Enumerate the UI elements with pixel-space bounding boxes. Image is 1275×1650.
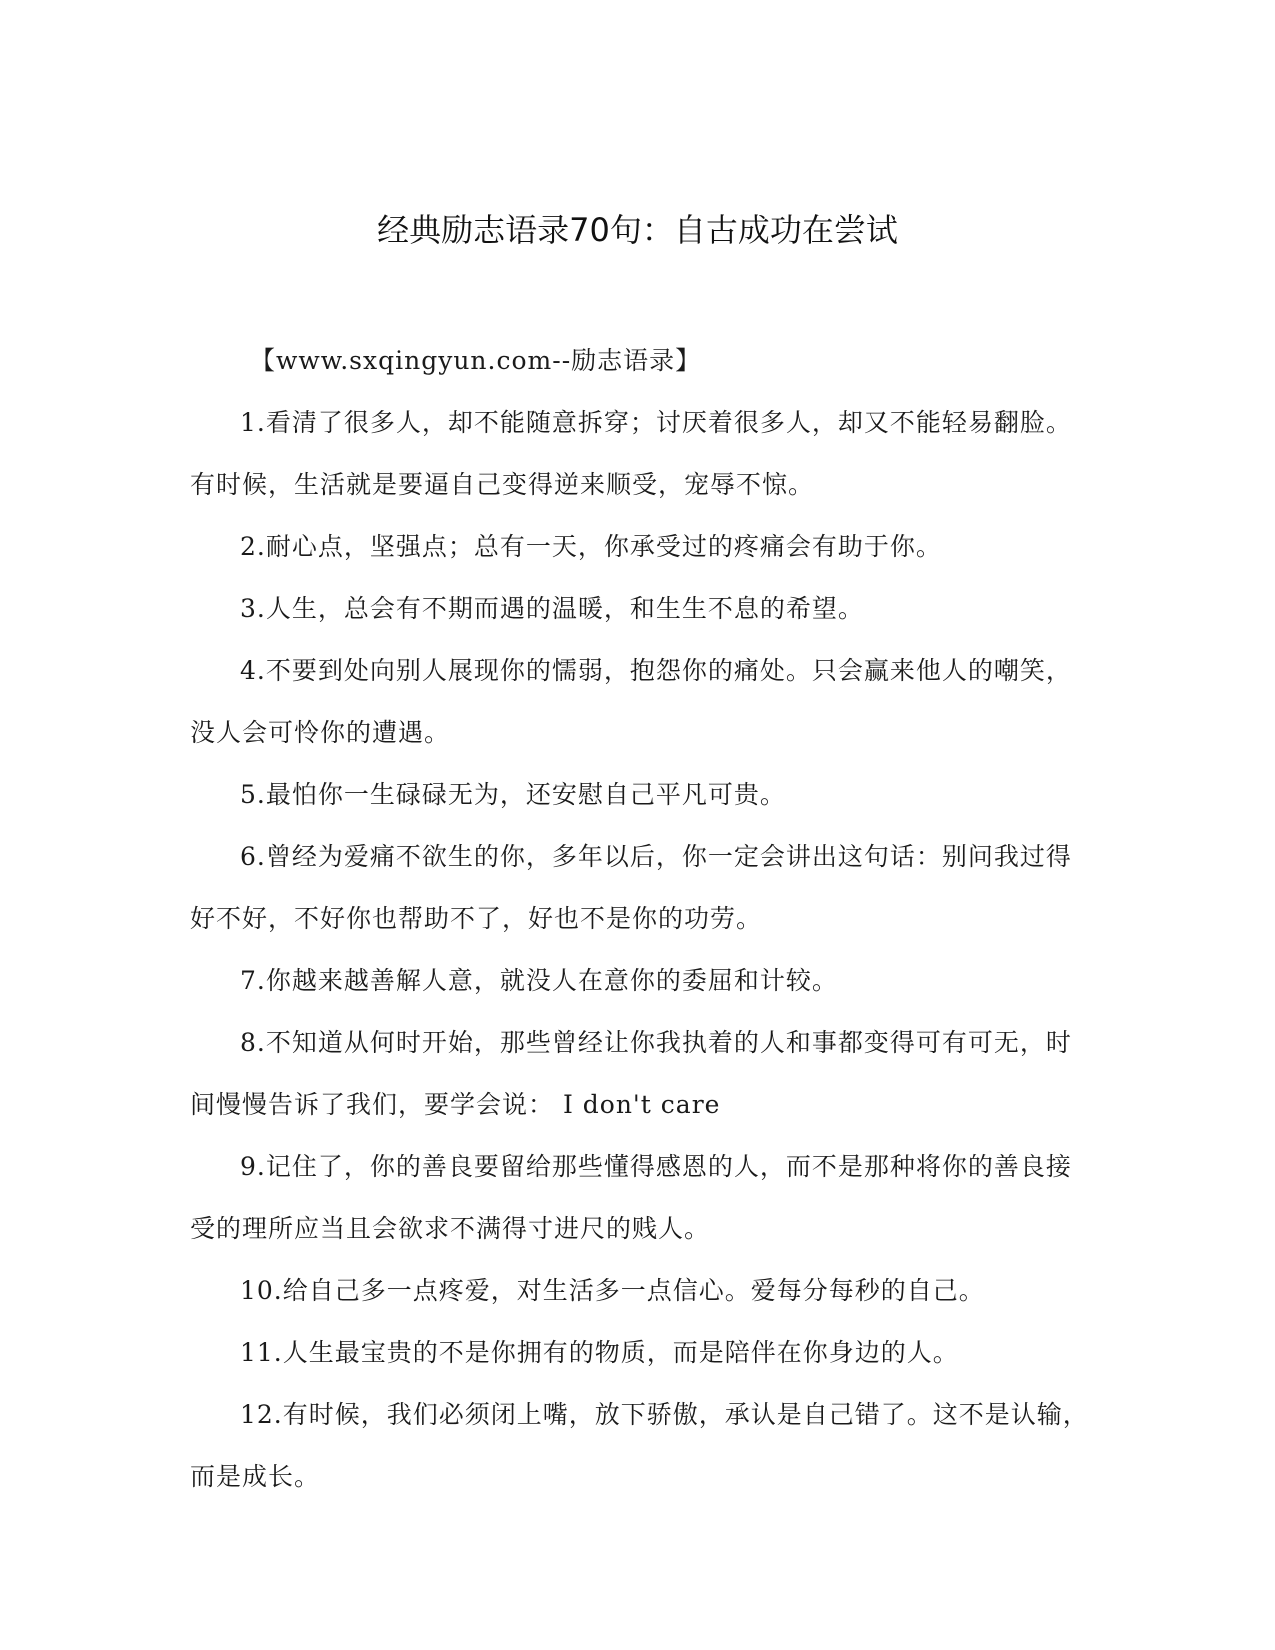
quote-paragraph: 12.有时候，我们必须闭上嘴，放下骄傲，承认是自己错了。这不是认输，而是成长。 — [190, 1400, 1089, 1491]
document-body — [190, 330, 1090, 1508]
quote-paragraph: 11.人生最宝贵的不是你拥有的物质，而是陪伴在你身边的人。 — [240, 1338, 959, 1367]
quote-paragraph: 9.记住了，你的善良要留给那些懂得感恩的人，而不是那种将你的善良接受的理所应当且会欲求不满得寸进尺的贱人。 — [190, 1152, 1072, 1243]
page-title: 经典励志语录70句：自古成功在尝试 — [377, 211, 898, 249]
quote-paragraph: 7.你越来越善解人意，就没人在意你的委屈和计较。 — [240, 966, 838, 995]
quote-paragraph: 5.最怕你一生碌碌无为，还安慰自己平凡可贵。 — [240, 780, 786, 809]
quote-paragraph: 3.人生，总会有不期而遇的温暖，和生生不息的希望。 — [240, 594, 864, 623]
quote-paragraph: 2.耐心点，坚强点；总有一天，你承受过的疼痛会有助于你。 — [240, 532, 942, 561]
quote-paragraph: 6.曾经为爱痛不欲生的你，多年以后，你一定会讲出这句话：别问我过得好不好，不好你也帮助不了，好也不是你的功劳。 — [190, 842, 1072, 933]
source-line: 【www.sxqingyun.com--励志语录】 — [250, 346, 702, 375]
quote-paragraph: 1.看清了很多人，却不能随意拆穿；讨厌着很多人，却又不能轻易翻脸。有时候，生活就是要逼自己变得逆来顺受，宠辱不惊。 — [190, 408, 1072, 499]
quote-paragraph: 8.不知道从何时开始，那些曾经让你我执着的人和事都变得可有可无，时间慢慢告诉了我们，要学会说： I don't care — [190, 1028, 1072, 1119]
quote-paragraph: 4.不要到处向别人展现你的懦弱，抱怨你的痛处。只会赢来他人的嘲笑，没人会可怜你的遭遇。 — [190, 656, 1072, 747]
quote-paragraph: 10.给自己多一点疼爱，对生活多一点信心。爱每分每秒的自己。 — [240, 1276, 985, 1305]
